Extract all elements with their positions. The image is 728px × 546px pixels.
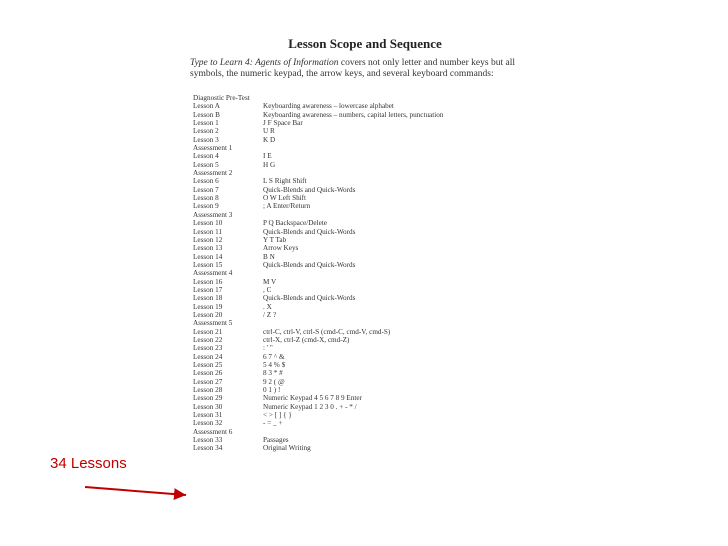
- lesson-label: Lesson 29: [193, 394, 223, 403]
- lesson-description: Quick-Blends and Quick-Words: [263, 227, 356, 236]
- lesson-label: Lesson 14: [193, 252, 223, 261]
- lesson-description: / Z ?: [263, 310, 277, 319]
- lesson-label: Lesson 2: [193, 127, 219, 136]
- lesson-label: Lesson 27: [193, 377, 223, 386]
- lesson-description: Arrow Keys: [263, 244, 299, 253]
- lesson-label: Lesson 33: [193, 436, 223, 445]
- lesson-label: Lesson 15: [193, 260, 223, 269]
- lesson-label: Lesson 23: [193, 344, 223, 353]
- lesson-label: Lesson 32: [193, 419, 223, 428]
- lesson-label: Lesson A: [193, 102, 220, 111]
- lesson-label: Lesson 4: [193, 152, 219, 161]
- lesson-label: Lesson 19: [193, 302, 223, 311]
- lesson-label: Lesson 24: [193, 352, 223, 361]
- lesson-label: Assessment 2: [193, 169, 233, 178]
- lesson-description: Numeric Keypad 4 5 6 7 8 9 Enter: [263, 394, 363, 403]
- lesson-description: 8 3 * #: [263, 369, 283, 378]
- lesson-description: 5 4 % $: [263, 361, 286, 369]
- lesson-description: Y T Tab: [263, 235, 287, 244]
- document-title: Lesson Scope and Sequence: [288, 36, 442, 51]
- lesson-description: Quick-Blends and Quick-Words: [263, 185, 356, 194]
- lesson-label: Assessment 1: [193, 144, 233, 153]
- lesson-label: Lesson 25: [193, 361, 223, 369]
- lesson-label: Lesson 18: [193, 294, 223, 303]
- lesson-description: Quick-Blends and Quick-Words: [263, 260, 356, 269]
- lesson-description: Quick-Blends and Quick-Words: [263, 294, 356, 303]
- lesson-label: Lesson 31: [193, 411, 223, 420]
- lesson-label: Lesson 1: [193, 119, 219, 128]
- lesson-description: H G: [263, 160, 276, 169]
- lesson-description: K D: [263, 135, 276, 144]
- lesson-label: Lesson 6: [193, 177, 219, 186]
- lesson-label: Assessment 6: [193, 427, 233, 436]
- lesson-label: Lesson 12: [193, 235, 223, 244]
- lesson-label: Assessment 4: [193, 269, 233, 278]
- lesson-description: 9 2 ( @: [263, 377, 285, 386]
- lesson-label: Lesson 5: [193, 160, 219, 169]
- intro-text: covers not only letter and number keys but all symbols, the numeric keypad, the arrow keys, and several keyboard commands:: [190, 58, 515, 79]
- lesson-description: . X: [263, 302, 272, 311]
- lesson-description: ctrl-C, ctrl-V, ctrl-S (cmd-C, cmd-V, cmd-S): [263, 327, 391, 336]
- lesson-description: I E: [263, 152, 272, 161]
- lesson-label: Lesson 34: [193, 444, 223, 453]
- lesson-description: Numeric Keypad 1 2 3 0 . + - * /: [263, 402, 357, 411]
- lesson-description: < > [ ] { }: [263, 411, 292, 420]
- lesson-label: Lesson B: [193, 110, 220, 119]
- lesson-description: 0 1 ) !: [263, 386, 281, 395]
- lesson-label: Assessment 3: [193, 210, 233, 219]
- lesson-description: ctrl-X, ctrl-Z (cmd-X, cmd-Z): [263, 335, 350, 344]
- lesson-description: - = _ +: [263, 419, 283, 428]
- lesson-label: Lesson 21: [193, 327, 223, 336]
- lesson-label: Diagnostic Pre-Test: [193, 94, 250, 102]
- lesson-label: Lesson 3: [193, 135, 219, 144]
- lesson-description: 6 7 ^ &: [263, 352, 285, 361]
- lesson-description: U R: [263, 127, 275, 136]
- lesson-label: Lesson 13: [193, 244, 223, 253]
- lesson-label: Lesson 22: [193, 335, 223, 344]
- lesson-description: , C: [263, 285, 272, 294]
- lesson-description: B N: [263, 252, 275, 261]
- lesson-label: Lesson 11: [193, 227, 223, 236]
- lesson-description: Keyboarding awareness – numbers, capital letters, punctuation: [263, 110, 444, 119]
- lesson-description: Passages: [263, 436, 289, 445]
- lesson-label: Lesson 9: [193, 202, 219, 211]
- lesson-label: Lesson 10: [193, 219, 223, 228]
- lesson-label: Lesson 28: [193, 386, 223, 395]
- lesson-count-annotation: 34 Lessons: [50, 455, 127, 472]
- lesson-description: ; A Enter/Return: [263, 202, 311, 211]
- lesson-label: Lesson 26: [193, 369, 223, 378]
- lesson-label: Assessment 5: [193, 319, 233, 328]
- lesson-description: Keyboarding awareness – lowercase alphabet: [263, 102, 394, 111]
- lesson-label: Lesson 16: [193, 277, 223, 286]
- lesson-label: Lesson 20: [193, 310, 223, 319]
- intro-product-name: Type to Learn 4: Agents of Information: [190, 58, 339, 68]
- lesson-description: J F Space Bar: [263, 119, 303, 128]
- lesson-description: : ' ": [263, 344, 273, 353]
- lesson-label: Lesson 30: [193, 402, 223, 411]
- lesson-label: Lesson 7: [193, 185, 219, 194]
- lesson-description: Original Writing: [263, 444, 311, 453]
- lesson-label: Lesson 17: [193, 285, 223, 294]
- lesson-description: M V: [263, 277, 277, 286]
- lesson-description: O W Left Shift: [263, 194, 307, 203]
- lesson-description: L S Right Shift: [263, 177, 307, 186]
- lesson-label: Lesson 8: [193, 194, 219, 203]
- lesson-description: P Q Backspace/Delete: [263, 219, 327, 228]
